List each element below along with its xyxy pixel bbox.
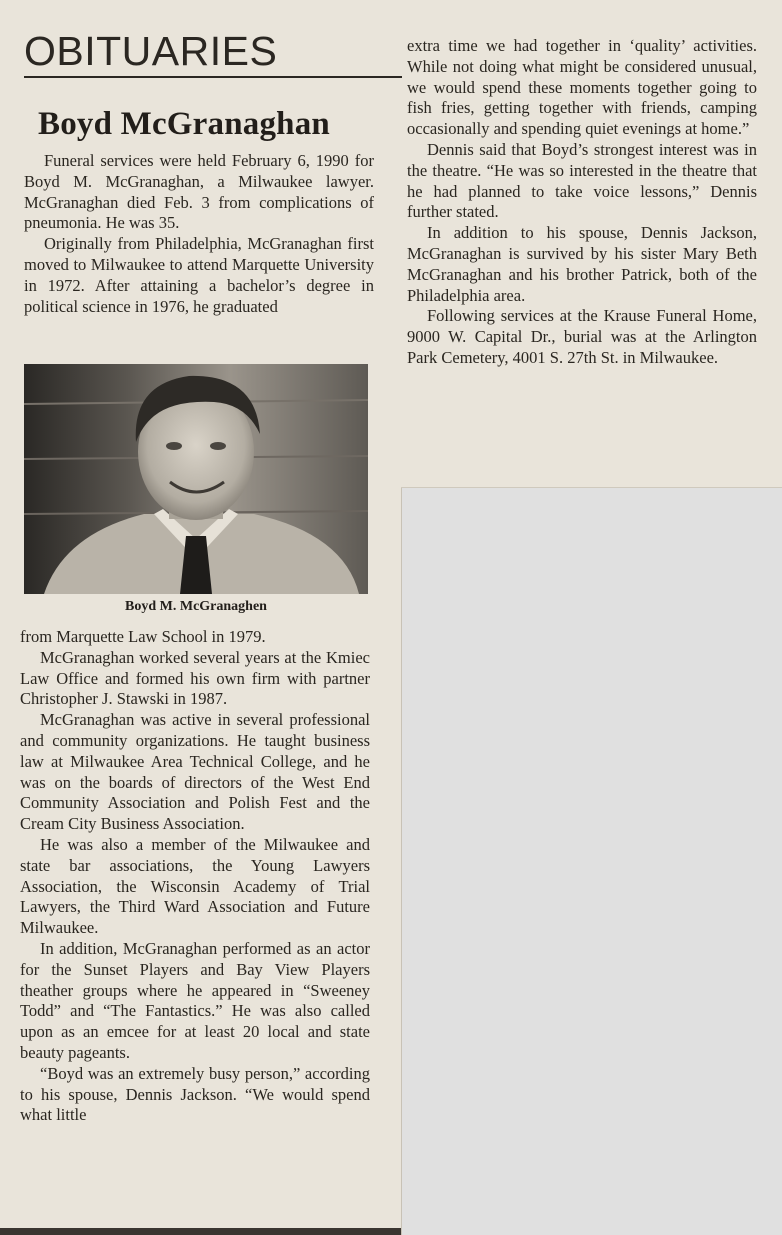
article-column-left-bottom bbox=[20, 627, 370, 1126]
paragraph: He was also a member of the Milwaukee and state bar associations, the Young Lawyers Association, the Wisconsin Academy of Trial Lawyers, the Third Ward Association and Future Milwaukee. bbox=[20, 834, 370, 938]
paragraph: In addition, McGranaghan performed as an actor for the Sunset Players and Bay View Players theather groups where he appeared in “Sweeney Todd” and “The Fantastics.” He was also called upon as an emcee for at least 20 local and state beauty pageants. bbox=[20, 938, 370, 1062]
clipping-bottom-edge bbox=[0, 1228, 401, 1235]
photo-caption: Boyd M. McGranaghen bbox=[125, 599, 267, 614]
article-column-right bbox=[407, 36, 757, 369]
paragraph: McGranaghan worked several years at the Kmiec Law Office and formed his own firm with partner Christopher J. Stawski in 1987. bbox=[20, 647, 370, 709]
title-rule bbox=[24, 76, 402, 78]
paragraph: McGranaghan was active in several professional and community organizations. He taught business law at Milwaukee Area Technical College, and he was on the boards of directors of the West End Community Association and Polish Fest and the Cream City Business Association. bbox=[20, 710, 370, 834]
paragraph: from Marquette Law School in 1979. bbox=[20, 627, 266, 646]
paragraph: Following services at the Krause Funeral Home, 9000 W. Capital Dr., burial was at the Arlington Park Cemetery, 4001 S. 27th St. in Milwaukee. bbox=[407, 306, 757, 367]
portrait-illustration bbox=[24, 364, 368, 594]
paragraph: Dennis said that Boyd’s strongest interest was in the theatre. “He was so interested in the theatre that he had planned to take voice lessons,” Dennis further stated. bbox=[407, 139, 757, 222]
article-headline: Boyd McGranaghan bbox=[38, 106, 330, 142]
paragraph: Originally from Philadelphia, McGranaghan first moved to Milwaukee to attend Marquette University in 1972. After attaining a bachelor’s degree in political science in 1976, he graduated bbox=[24, 234, 374, 316]
paragraph: In addition to his spouse, Dennis Jackson, McGranaghan is survived by his sister Mary Beth McGranaghan and his brother Patrick, both of the Philadelphia area. bbox=[407, 223, 757, 305]
section-title: OBITUARIES bbox=[24, 28, 278, 74]
article-column-left-top bbox=[24, 151, 374, 317]
paragraph: Funeral services were held February 6, 1990 for Boyd M. McGranaghan, a Milwaukee lawyer. McGranaghan died Feb. 3 from complications of pneumonia. He was 35. bbox=[24, 151, 374, 233]
paragraph: “Boyd was an extremely busy person,” according to his spouse, Dennis Jackson. “We would spend what little bbox=[20, 1063, 370, 1125]
portrait-photo bbox=[24, 364, 368, 594]
paragraph: extra time we had together in ‘quality’ activities. While not doing what might be considered unusual, we would spend these moments together going to fish fries, getting together with friends, camping occasionally and spending quiet evenings at home.” bbox=[407, 36, 757, 139]
